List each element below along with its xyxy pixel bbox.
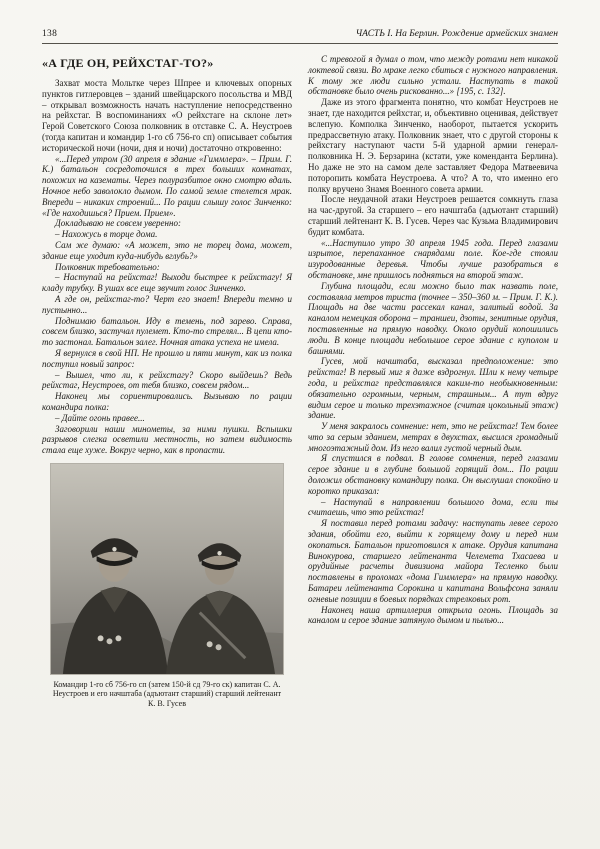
dialogue-line: – Вышел, что ли, к рейхстагу? Скоро выйдешь? Ведь рейхстаг, Неустроев, от тебя близко, совсем рядом... xyxy=(42,369,292,391)
dialogue-line: – Дайте огонь правее... xyxy=(55,412,145,423)
photo-illustration xyxy=(51,464,283,674)
section-title: «А ГДЕ ОН, РЕЙХСТАГ-ТО?» xyxy=(42,56,214,70)
paragraph: После неудачной атаки Неустроев решается сомкнуть глаза на час-другой. За старшего – его начштаба (адъютант старший) старший лейтенант К. В. Гусев. Через час Кузьма Владимирович будит комбата. xyxy=(308,194,558,237)
dialogue-line: – Нахожусь в торце дома. xyxy=(55,229,158,240)
memoir-paragraph: Заговорили наши минометы, за ними пушки. Вспышки разрывов слегка осветили местность, но затем видимость стала еще хуже. Вокруг черно, как в пропасти. xyxy=(42,423,292,456)
memoir-paragraph: Я поставил перед ротами задачу: наступать левее серого здания, обойти его, выйти к горящему дому и перед ним окопаться. Батальон приготовился к атаке. Орудия капитана Винокурова, старшего лейтенанта Челемета Тхасаева и орудийные расчеты дивизиона майора Тесленко были поставлены в проломах «дома Гиммлера» на прямую наводку. Батареи лейтенанта Сорокина и капитана Вольфсона заняли огневые позиции в боевых порядках стрелковых рот. xyxy=(308,518,558,604)
left-column xyxy=(42,54,292,709)
right-column xyxy=(308,54,558,709)
memoir-paragraph: У меня закралось сомнение: нет, это не рейхстаг! Тем более что за серым зданием, метрах в двухстах, высился громадный многоэтажный дом. Из него валил густой черный дым. xyxy=(308,421,558,453)
memoir-paragraph: С тревогой я думал о том, что между ротами нет никакой локтевой связи. Во мраке легко сбиться с нужного направления. К тому же люди сильно устали. Наступать в такой обстановке было очень рискованно...» [195, с. 132]. xyxy=(308,54,558,97)
memoir-paragraph: Полковник требовательно: xyxy=(55,261,160,272)
memoir-paragraph: «...Наступило утро 30 апреля 1945 года. Перед глазами изрытое, перепаханное снарядами поле. Кое-где стояли изуродованные деревья. Чтобы лучше разобраться в обстановке, мне пришлось подняться на второй этаж. xyxy=(308,237,558,280)
paragraph: Даже из этого фрагмента понятно, что комбат Неустроев не знает, где находится рейхстаг, и, объективно оценивая, действует вслепую. Комполка Зинченко, наоборот, пытается ускорить предрассветную атаку. Полковник знает, что с другой стороны к рейхстагу наступают части 5-й ударной армии генерал-полковника Н. Э. Берзарина (кстати, уже коменданта Берлина). Но даже не это на самом деле заставляет Федора Матвеевича поторопить комбата Неустроева. А что? А то, что именно его полку вручено Знамя Военного совета армии. xyxy=(308,97,558,194)
dialogue-line: – Наступай на рейхстаг! Выходи быстрее к рейхстагу! Я кладу трубку. В ушах все еще звучит голос Зинченко. xyxy=(42,272,292,294)
dialogue-line: – Наступай в направлении большого дома, если ты считаешь, что это рейхстаг! xyxy=(308,496,558,518)
running-title: ЧАСТЬ I. На Берлин. Рождение армейских знамен xyxy=(355,29,558,39)
soldiers-photo xyxy=(50,463,284,675)
memoir-paragraph: А где он, рейхстаг-то? Черт его знает! Впереди темно и пустынно... xyxy=(42,293,292,315)
memoir-paragraph: Гусев, мой начштаба, высказал предположение: это рейхстаг! В первый миг я даже вздрогнул. Шли к нему четыре года, и рейхстаг представлялся каким-то необыкновенным: обязательно огромным, черным, страшным... А тут вдруг видим серое и только трехэтажное (считая цокольный этаж) здание. xyxy=(308,356,558,421)
memoir-paragraph: Докладываю не совсем уверенно: xyxy=(55,218,181,229)
page-content xyxy=(42,54,558,709)
photo-figure xyxy=(42,463,292,709)
memoir-paragraph: Глубина площади, если можно было так назвать поле, составляла метров триста (точнее – 350–360 м. – Прим. Г. К.). Площадь на две части рассекал канал, залитый водой. За каналом немецкая оборона – траншеи, дзоты, зенитные орудия, поставленные на прямую наводку. Около орудий копошились люди. В конце площади небольшое серое здание с куполом и башнями. xyxy=(308,280,558,356)
memoir-paragraph: Наконец наша артиллерия открыла огонь. Площадь за каналом и серое здание затянуло дымом и пылью... xyxy=(308,604,558,626)
page-header xyxy=(42,28,558,44)
photo-caption: Командир 1-го сб 756-го сп (затем 150-й сд 79-го ск) капитан С. А. Неустроев и его начштаба (адъютант старший) старший лейтенант К. В. Гусев xyxy=(52,679,282,709)
memoir-paragraph: Поднимаю батальон. Иду в темень, под зарево. Справа, совсем близко, застучал пулемет. Кто-то стрелял... В цепи кто-то застонал. Батальон залег. Ночная атака успеха не имела. xyxy=(42,315,292,348)
memoir-paragraph: «...Перед утром (30 апреля в здание «Гиммлера». – Прим. Г. К.) батальон сосредоточился в трех больших комнатах, похожих на казематы. Через полуразбитое окно смотрю вдаль. Ночное небо заволокло дымом. По самой земле стелется мрак. Впереди – никаких строений... По рации слышу голос Зинченко: «Где находишься? Прием. Прием». xyxy=(42,153,292,218)
memoir-paragraph: Я вернулся в свой НП. Не прошло и пяти минут, как из полка поступил новый запрос: xyxy=(42,347,292,369)
memoir-paragraph: Наконец мы сориентировались. Вызываю по рации командира полка: xyxy=(42,391,292,412)
paragraph: Захват моста Мольтке через Шпрее и ключевых опорных пунктов гитлеровцев – зданий швейцарского посольства и МВД – открывал возможность начать наступление непосредственно на рейхстаг. В воспоминаниях «О рейхстаге на склоне лет» Герой Советского Союза полковник в отставке С. А. Неустроев (тогда капитан и командир 1-го сб 756-го сп) описывает события исторической ночи (ночи, дня и ночи) достаточно откровенно: xyxy=(42,78,292,153)
page-number: 138 xyxy=(42,29,58,39)
memoir-paragraph: Я спустился в подвал. В голове сомнения, перед глазами серое здание и в глубине большой горящий дом... По рации доложил обстановку командиру полка. Он выслушал спокойно и коротко приказал: xyxy=(308,453,558,496)
memoir-paragraph: Сам же думаю: «А может, это не торец дома, может, здание еще уходит куда-нибудь вглубь?» xyxy=(42,239,292,261)
